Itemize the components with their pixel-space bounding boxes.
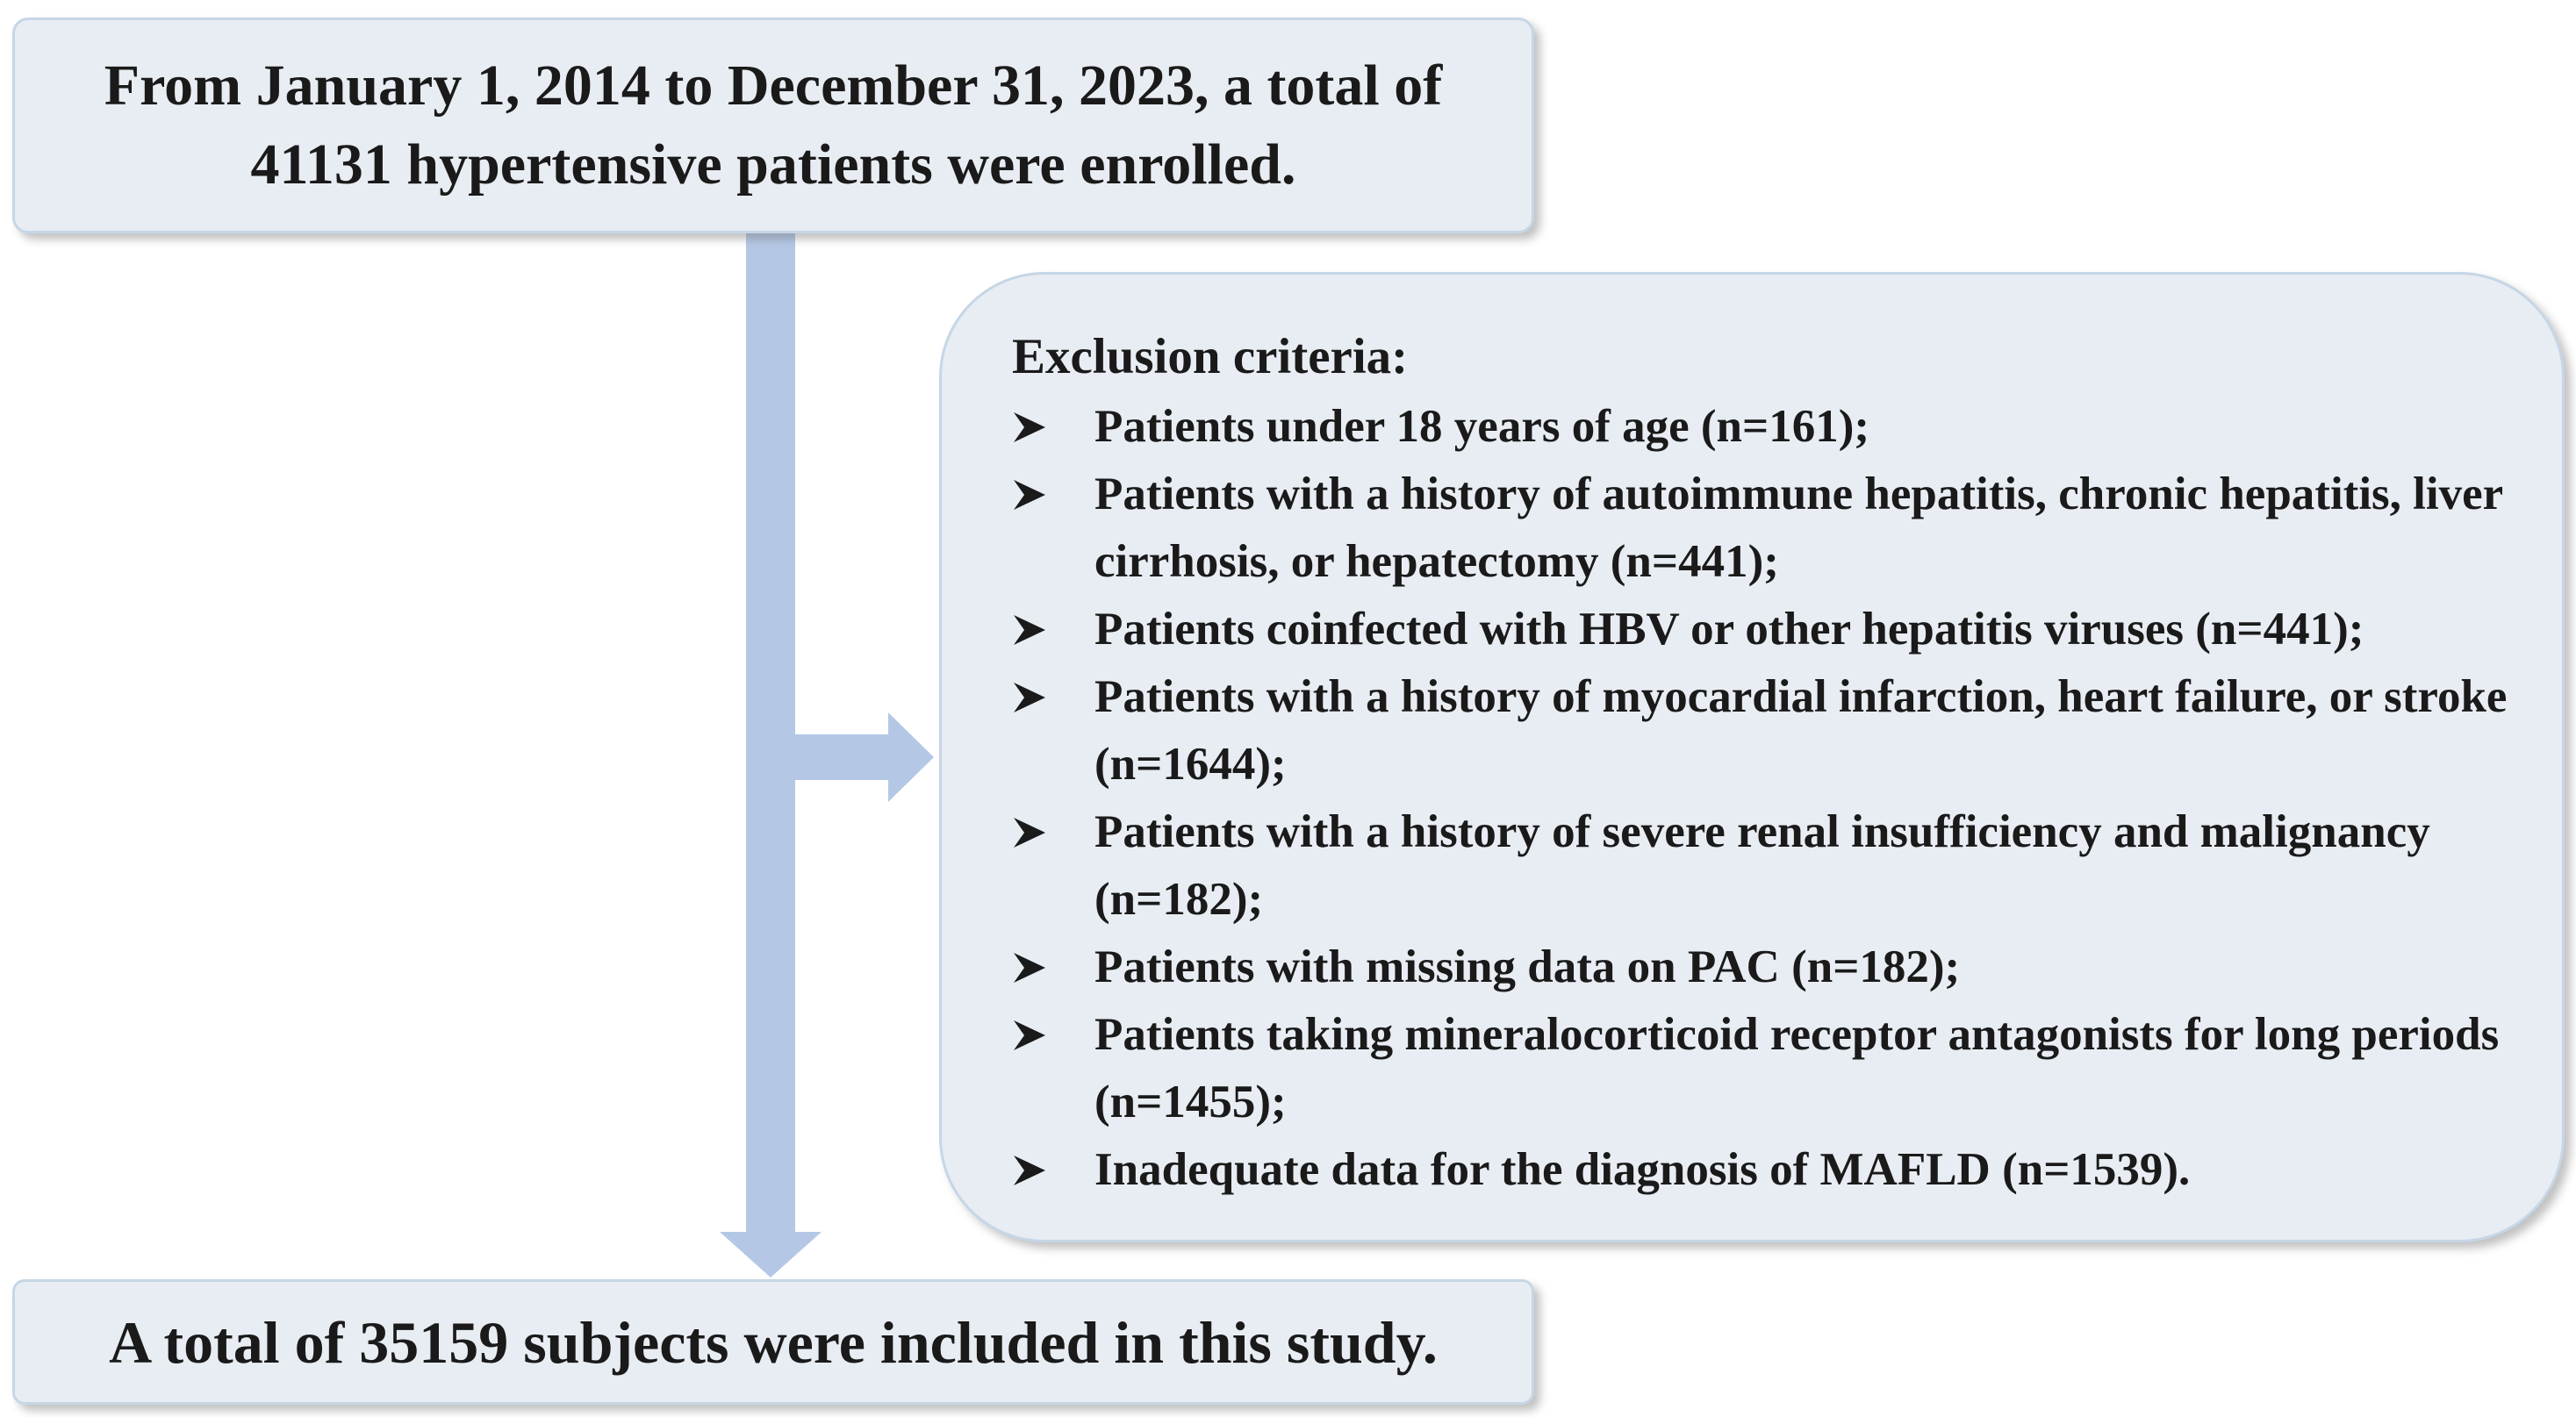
inclusion-box [12, 1279, 1534, 1405]
arrowhead-bullet-icon [1012, 478, 1047, 512]
criteria-item-text: Patients with a history of severe renal insufficiency and malignancy (n=182); [1094, 806, 2430, 925]
exclusion-title: Exclusion criteria: [1012, 329, 1409, 384]
arrowhead-bullet-icon [1012, 1019, 1047, 1052]
criteria-item-text: Patients with a history of autoimmune hepatitis, chronic hepatitis, liver cirrhosis, or hepatectomy (n=441); [1094, 469, 2503, 587]
enrollment-text: From January 1, 2014 to December 31, 2023, a total of 41131 hypertensive patients were enrolled. [104, 54, 1443, 197]
criteria-item-text: Inadequate data for the diagnosis of MAFLD (n=1539). [1094, 1144, 2191, 1195]
arrowhead-bullet-icon [1012, 613, 1047, 647]
arrowhead-bullet-icon [1012, 816, 1047, 849]
arrowhead-bullet-icon [1012, 411, 1047, 444]
criteria-item-text: Patients under 18 years of age (n=161); [1094, 401, 1870, 452]
criteria-item-text: Patients coinfected with HBV or other hepatitis viruses (n=441); [1094, 604, 2364, 655]
criteria-item-text: Patients with missing data on PAC (n=182); [1094, 941, 1961, 992]
exclusion-arrow [795, 712, 934, 802]
criteria-item [1012, 934, 2548, 1001]
criteria-item [1012, 1136, 2548, 1204]
criteria-item [1012, 663, 2548, 798]
criteria-item-text: Patients with a history of myocardial infarction, heart failure, or stroke (n=1644); [1094, 671, 2508, 790]
arrowhead-bullet-icon [1012, 681, 1047, 714]
criteria-item-text: Patients taking mineralocorticoid receptor antagonists for long periods (n=1455); [1094, 1009, 2500, 1127]
exclusion-criteria-list [1012, 393, 2548, 1204]
inclusion-text: A total of 35159 subjects were included in this study. [109, 1308, 1438, 1376]
criteria-item [1012, 393, 2548, 461]
criteria-item [1012, 461, 2548, 596]
enrollment-box [12, 18, 1534, 233]
criteria-item [1012, 596, 2548, 663]
criteria-item [1012, 798, 2548, 934]
criteria-item [1012, 1001, 2548, 1136]
arrowhead-bullet-icon [1012, 1154, 1047, 1187]
arrowhead-bullet-icon [1012, 951, 1047, 984]
